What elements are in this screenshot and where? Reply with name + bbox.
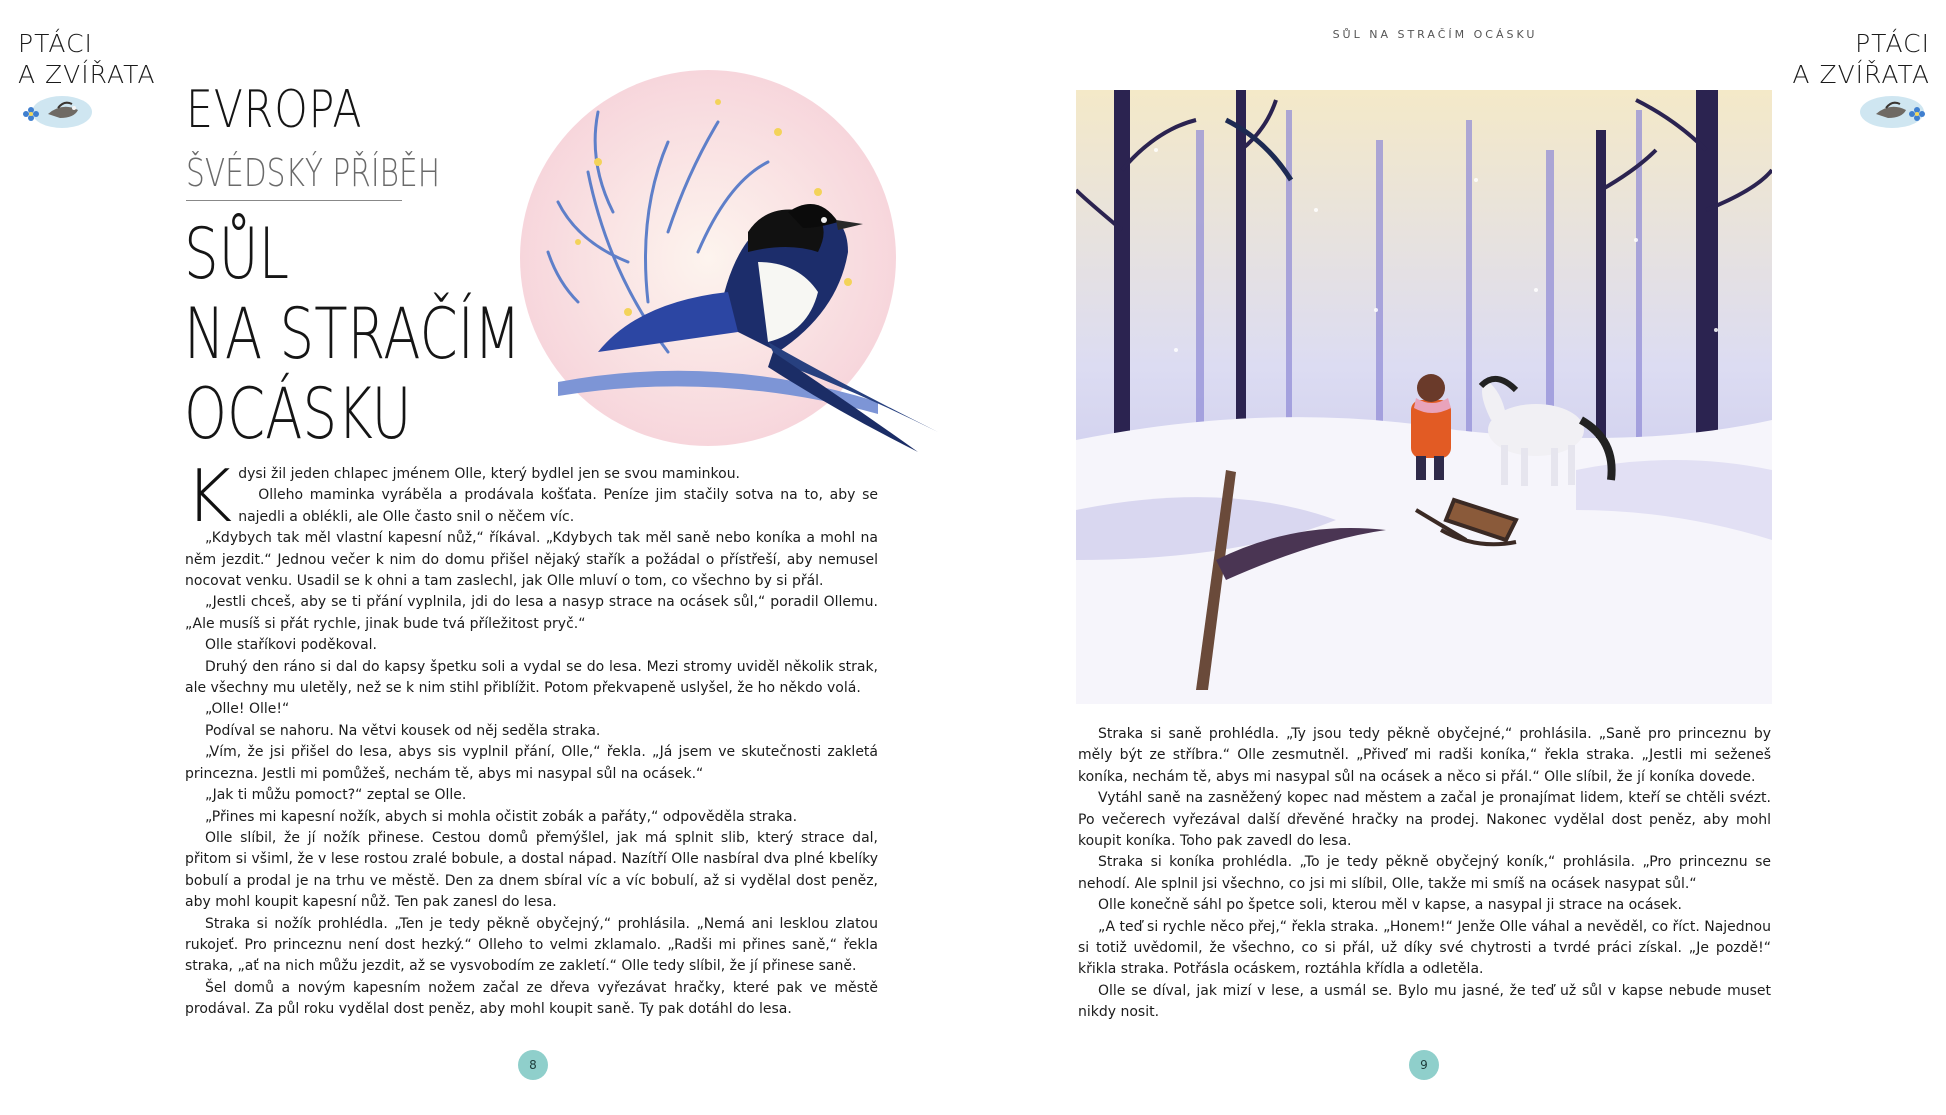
paragraph: Olle slíbil, že jí nožík přinese. Cestou domů přemýšlel, jak má splnit slib, který strace dal, přitom si všiml, že v lese rostou zralé bobule, a dostal nápad. Nazítří Olle nasbíral dva plné kbelíky bobulí a prodal je na trhu ve městě. Den za dnem sbíral víc a víc bobulí, až si vydělal dost peněz, aby mohl koupit kapesní nůž. Ten pak zanesl do lesa. bbox=[185, 829, 878, 911]
paragraph: Vytáhl saně na zasněžený kopec nad městem a začal je pronajímat lidem, kteří se chtěli svézt. Po večerech vyřezával další dřevěné hračky na prodej. Nakonec vydělal dost peněz, aby mohl koupit koníka. Toho pak zavedl do lesa. bbox=[1078, 790, 1771, 850]
paragraph-text: dysi žil jeden chlapec jménem Olle, který bydlel jen se svou maminkou. bbox=[238, 466, 741, 482]
chapter-tab-line1: PTÁCI bbox=[18, 29, 93, 58]
paragraph: „Vím, že jsi přišel do lesa, abys sis vyplnil přání, Olle,“ řekla. „Já jsem ve skutečnosti zakletá princezna. Jestli mi pomůžeš, nechám tě, abys mi nasypal sůl na ocásek.“ bbox=[185, 744, 878, 782]
paragraph: „Olle! Olle!“ bbox=[205, 701, 290, 718]
paragraph: „Jak ti můžu pomoct?“ zeptal se Olle. bbox=[205, 787, 467, 804]
story-title bbox=[184, 214, 527, 454]
paragraph: Olle staříkovi poděkoval. bbox=[205, 637, 377, 654]
paragraph: Olleho maminka vyráběla a prodávala košťata. Peníze jim stačily sotva na to, aby se najedli a oblékli, ale Olle často snil o něčem víc. bbox=[238, 487, 878, 525]
paragraph: Olle se díval, jak mizí v lese, a usmál se. Bylo mu jasné, že teď už sůl v kapse nebude muset nikdy nosit. bbox=[1078, 982, 1771, 1021]
chapter-tab-line1: PTÁCI bbox=[1855, 29, 1930, 58]
story-title-line-1: SŮL bbox=[184, 213, 290, 295]
paragraph: Straka si koníka prohlédla. „To je tedy pěkně obyčejný koník,“ prohlásila. „Pro princeznu se nehodí. Ale splnil jsi všechno, co jsi mi slíbil, Olle, takže mi smíš na ocásek nasypat sůl.“ bbox=[1078, 854, 1771, 892]
paragraph: Straka si saně prohlédla. „Ty jsou tedy pěkně obyčejné,“ prohlásila. „Saně pro princeznu by měly být ze stříbra.“ Olle zesmutněl. „Přiveď mi radši koníka,“ řekla straka. „Jestli mi seženeš koníka, nechám tě, abys mi nasypal sůl na ocásek a něco si přál.“ Olle slíbil, že jí koníka dovede. bbox=[1078, 726, 1771, 785]
winter-forest-boy-horse-sled-illustration bbox=[1076, 90, 1772, 704]
paragraph: Podíval se nahoru. Na větvi kousek od něj seděla straka. bbox=[205, 722, 601, 739]
story-title-line-2: NA STRAČÍM bbox=[184, 293, 522, 375]
story-text-right bbox=[1078, 724, 1771, 1024]
running-head: SŮL NA STRAČÍM OCÁSKU bbox=[1332, 28, 1538, 41]
chapter-tab-left[interactable] bbox=[18, 28, 156, 132]
paragraph: „Jestli chceš, aby se ti přání vyplnila, jdi do lesa a nasyp strace na ocásek sůl,“ poradil Ollemu. „Ale musíš si přát rychle, jinak bude tvá příležitost pryč.“ bbox=[185, 594, 878, 632]
page-number-left: 8 bbox=[518, 1050, 548, 1080]
paragraph: Šel domů a novým kapesním nožem začal ze dřeva vyřezávat hračky, které pak ve městě prodával. Za půl roku vydělal dost peněz, aby mohl koupit saně. Ty pak dotáhl do lesa. bbox=[185, 979, 878, 1018]
paragraph: „A teď si rychle něco přej,“ řekla straka. „Honem!“ Jenže Olle váhal a nevěděl, co říct. Najednou si totiž uvědomil, že všechno, co si přál, už díky své chytrosti a tvrdé práci získal. „Je pozdě!“ křikla straka. Potřásla ocáskem, roztáhla křídla a odletěla. bbox=[1078, 918, 1771, 978]
subtitle-divider bbox=[186, 200, 402, 201]
region-title: EVROPA bbox=[186, 80, 363, 140]
bird-and-flower-badge-icon bbox=[1854, 92, 1930, 132]
paragraph: Olle konečně sáhl po špetce soli, kterou měl v kapse, a nasypal ji strace na ocásek. bbox=[1098, 897, 1682, 914]
paragraph: „Kdybych tak měl vlastní kapesní nůž,“ říkával. „Kdybych tak měl saně nebo koníka a mohl na něm jezdit.“ Jednou večer k nim do domu přišel nějaký stařík a požádal o přístřeší, aby nemusel nocovat venku. Usadil se k ohni a tam zaslechl, jak Olle mluví o tom, co všechno by si přál. bbox=[185, 530, 878, 590]
drop-cap: K bbox=[185, 454, 233, 538]
bird-and-flower-badge-icon bbox=[18, 92, 94, 132]
chapter-tab-line2: A ZVÍŘATA bbox=[1792, 60, 1930, 89]
paragraph: „Přines mi kapesní nožík, abych si mohla očistit zobák a pařáty,“ odpověděla straka. bbox=[205, 808, 798, 825]
page-number-right: 9 bbox=[1409, 1050, 1439, 1080]
chapter-tab-right[interactable] bbox=[1792, 28, 1930, 132]
story-title-line-3: OCÁSKU bbox=[184, 373, 412, 455]
paragraph: Straka si nožík prohlédla. „Ten je tedy pěkně obyčejný,“ prohlásila. „Nemá ani lesklou zlatou rukojeť. Pro princeznu není dost hezký.“ Olleho to velmi zklamalo. „Radši mi přines saně,“ řekla straka, „ať na nich můžu jezdit, až se vysvobodím ze zakletí.“ Olle tedy slíbil, že jí přinese saně. bbox=[185, 915, 878, 975]
story-text-left bbox=[185, 454, 878, 1021]
chapter-tab-line2: A ZVÍŘATA bbox=[18, 60, 156, 89]
magpie-on-branch-illustration bbox=[518, 52, 970, 460]
story-origin-subtitle: ŠVÉDSKÝ PŘÍBĚH bbox=[186, 151, 441, 195]
paragraph: Druhý den ráno si dal do kapsy špetku soli a vydal se do lesa. Mezi stromy uviděl několik strak, ale všechny mu uletěly, než se k nim stihl přiblížit. Potom překvapeně uslyšel, že ho někdo volá. bbox=[185, 658, 878, 697]
